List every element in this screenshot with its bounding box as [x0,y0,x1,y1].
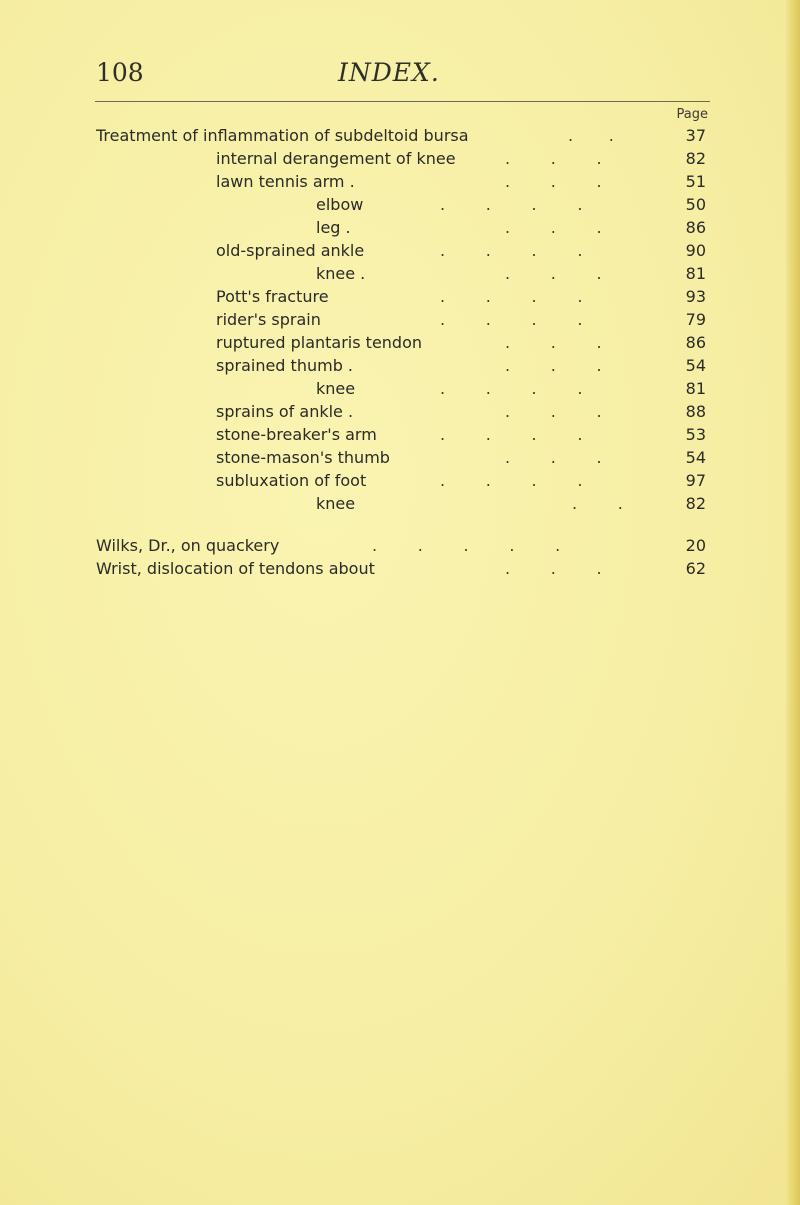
entry-text: sprains of ankle . [216,402,354,421]
leader-dots: . . . . [440,195,583,214]
entry-page: 51 [685,172,706,191]
header-rule [95,101,710,102]
entry-page: 54 [685,356,706,375]
leader-dots: . . . . [440,379,583,398]
leader-dots: . . . [505,448,602,467]
entry-text: Wilks, Dr., on quackery [96,536,280,555]
entry-text: lawn tennis arm . [216,172,355,191]
page-column-heading: Page [676,107,708,122]
index-entry [0,356,800,378]
leader-dots: . . . [505,218,602,237]
leader-dots: . . . [505,172,602,191]
index-entry [0,402,800,424]
index-entry [0,287,800,309]
index-entry [0,379,800,401]
entry-page: 82 [685,149,706,168]
entry-text: old-sprained ankle [216,241,365,260]
leader-dots: . . . [505,149,602,168]
index-entry [0,126,800,148]
entry-page: 82 [685,494,706,513]
entry-page: 20 [685,536,706,555]
index-entry [0,218,800,240]
entry-text: stone-breaker's arm [216,425,377,444]
leader-dots: . . . [505,356,602,375]
index-entry [0,149,800,171]
entry-page: 86 [685,218,706,237]
leader-dots: . . . [505,559,602,578]
leader-dots: . . . [505,264,602,283]
entry-page: 79 [685,310,706,329]
leader-dots: . . . . [440,287,583,306]
entry-page: 88 [685,402,706,421]
entry-text: Treatment of inflammation of subdeltoid bursa [96,126,469,145]
entry-text: ruptured plantaris tendon [216,333,423,352]
entry-text: knee . [316,264,366,283]
index-entry [0,536,800,558]
entry-page: 50 [685,195,706,214]
index-entry [0,559,800,581]
index-entry [0,425,800,447]
entry-text: rider's sprain [216,310,321,329]
index-entry [0,471,800,493]
entry-text: Pott's fracture [216,287,329,306]
page-number: 108 [96,58,144,87]
leader-dots: . . . [505,333,602,352]
entry-text: leg . [316,218,351,237]
index-entry [0,172,800,194]
index-entry [0,195,800,217]
leader-dots: . . [572,494,623,513]
leader-dots: . . . . [440,471,583,490]
index-entry [0,494,800,516]
running-title: INDEX. [338,58,440,87]
leader-dots: . . . . [440,310,583,329]
entry-page: 53 [685,425,706,444]
entry-page: 54 [685,448,706,467]
index-entry [0,310,800,332]
entry-text: knee [316,494,356,513]
index-entry [0,448,800,470]
entry-text: internal derangement of knee [216,149,456,168]
leader-dots: . . . . [440,425,583,444]
entry-page: 81 [685,379,706,398]
entry-text: stone-mason's thumb [216,448,390,467]
entry-text: sprained thumb . [216,356,354,375]
leader-dots: . . [568,126,614,145]
index-entry [0,241,800,263]
page-header [0,0,800,100]
leader-dots: . . . . [440,241,583,260]
index-entry [0,333,800,355]
entry-page: 97 [685,471,706,490]
entry-text: elbow [316,195,364,214]
entry-page: 93 [685,287,706,306]
entry-text: subluxation of foot [216,471,367,490]
leader-dots: . . . [505,402,602,421]
entry-page: 81 [685,264,706,283]
entry-text: Wrist, dislocation of tendons about [96,559,375,578]
entry-page: 86 [685,333,706,352]
entry-text: knee [316,379,356,398]
entry-page: 62 [685,559,706,578]
index-entry [0,264,800,286]
entry-page: 90 [685,241,706,260]
leader-dots: . . . . . [372,536,561,555]
entry-page: 37 [685,126,706,145]
